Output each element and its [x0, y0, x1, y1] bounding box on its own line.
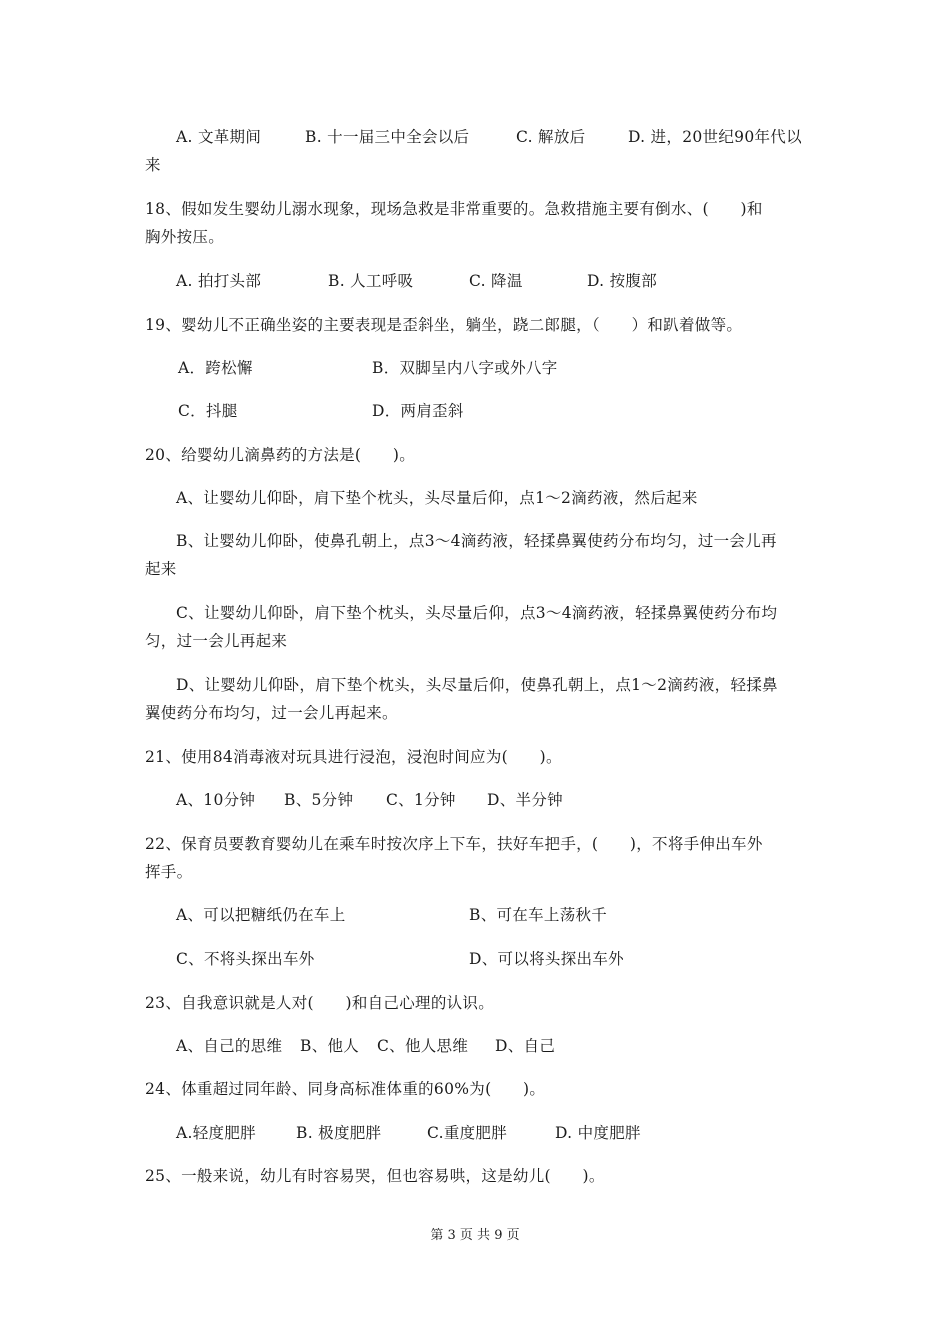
q19-option-a: A．跨松懈: [178, 359, 253, 377]
q22-question-wrap: 挥手。: [145, 863, 193, 881]
q22-option-d: D、可以将头探出车外: [469, 950, 624, 968]
q19-question: 19、婴幼儿不正确坐姿的主要表现是歪斜坐，躺坐，跷二郎腿，（ ）和趴着做等。: [145, 316, 743, 334]
q23-option-d: D、自己: [495, 1037, 556, 1055]
q21-option-d: D、半分钟: [487, 791, 563, 809]
q22-question: 22、保育员要教育婴幼儿在乘车时按次序上下车，扶好车把手，( )，不将手伸出车外: [145, 835, 763, 853]
q23-option-c: C、他人思维: [377, 1037, 469, 1055]
q18-option-c: C. 降温: [469, 272, 523, 290]
q24-option-a: A.轻度肥胖: [176, 1124, 256, 1142]
q22-option-c: C、不将头探出车外: [176, 950, 315, 968]
q20-option-b: B、让婴幼儿仰卧，使鼻孔朝上，点3～4滴药液，轻揉鼻翼使药分布均匀，过一会儿再: [176, 532, 777, 550]
q24-question: 24、体重超过同年龄、同身高标准体重的60%为( )。: [145, 1080, 546, 1098]
q21-option-a: A、10分钟: [176, 791, 256, 809]
q20-option-d-wrap: 翼使药分布均匀，过一会儿再起来。: [145, 704, 398, 722]
q18-option-b: B. 人工呼吸: [328, 272, 414, 290]
q24-option-d: D. 中度肥胖: [555, 1124, 641, 1142]
q17-option-a: A. 文革期间: [176, 128, 262, 146]
q23-option-b: B、他人: [300, 1037, 360, 1055]
q20-question: 20、给婴幼儿滴鼻药的方法是( )。: [145, 446, 416, 464]
q19-option-c: C．抖腿: [178, 402, 238, 420]
q20-option-c: C、让婴幼儿仰卧，肩下垫个枕头，头尽量后仰，点3～4滴药液，轻揉鼻翼使药分布均: [176, 604, 778, 622]
q18-question-wrap: 胸外按压。: [145, 228, 225, 246]
q18-option-d: D. 按腹部: [587, 272, 658, 290]
q23-question: 23、自我意识就是人对( )和自己心理的认识。: [145, 994, 495, 1012]
q25-question: 25、一般来说，幼儿有时容易哭，但也容易哄，这是幼儿( )。: [145, 1167, 605, 1185]
q20-option-b-wrap: 起来: [145, 560, 177, 578]
q20-option-c-wrap: 匀，过一会儿再起来: [145, 632, 288, 650]
q18-question: 18、假如发生婴幼儿溺水现象，现场急救是非常重要的。急救措施主要有倒水、( )和: [145, 200, 763, 218]
q18-option-a: A. 拍打头部: [176, 272, 262, 290]
q21-question: 21、使用84消毒液对玩具进行浸泡，浸泡时间应为( )。: [145, 748, 562, 766]
q23-option-a: A、自己的思维: [176, 1037, 283, 1055]
q24-option-c: C.重度肥胖: [427, 1124, 508, 1142]
q19-option-d: D．两肩歪斜: [372, 402, 464, 420]
q24-option-b: B. 极度肥胖: [296, 1124, 382, 1142]
q22-option-a: A、可以把糖纸仍在车上: [176, 906, 346, 924]
page-number-footer: 第 3 页 共 9 页: [430, 1228, 520, 1243]
q20-option-d: D、让婴幼儿仰卧，肩下垫个枕头，头尽量后仰，使鼻孔朝上，点1～2滴药液，轻揉鼻: [176, 676, 778, 694]
q21-option-c: C、1分钟: [386, 791, 456, 809]
q20-option-a: A、让婴幼儿仰卧，肩下垫个枕头，头尽量后仰，点1～2滴药液，然后起来: [176, 489, 698, 507]
q17-option-d: D. 进，20世纪90年代以: [628, 128, 802, 146]
q17-option-c: C. 解放后: [516, 128, 586, 146]
q17-option-b: B. 十一届三中全会以后: [305, 128, 470, 146]
q17-option-d-wrap: 来: [145, 156, 161, 174]
q19-option-b: B．双脚呈内八字或外八字: [372, 359, 558, 377]
q22-option-b: B、可在车上荡秋千: [469, 906, 608, 924]
q21-option-b: B、5分钟: [284, 791, 354, 809]
